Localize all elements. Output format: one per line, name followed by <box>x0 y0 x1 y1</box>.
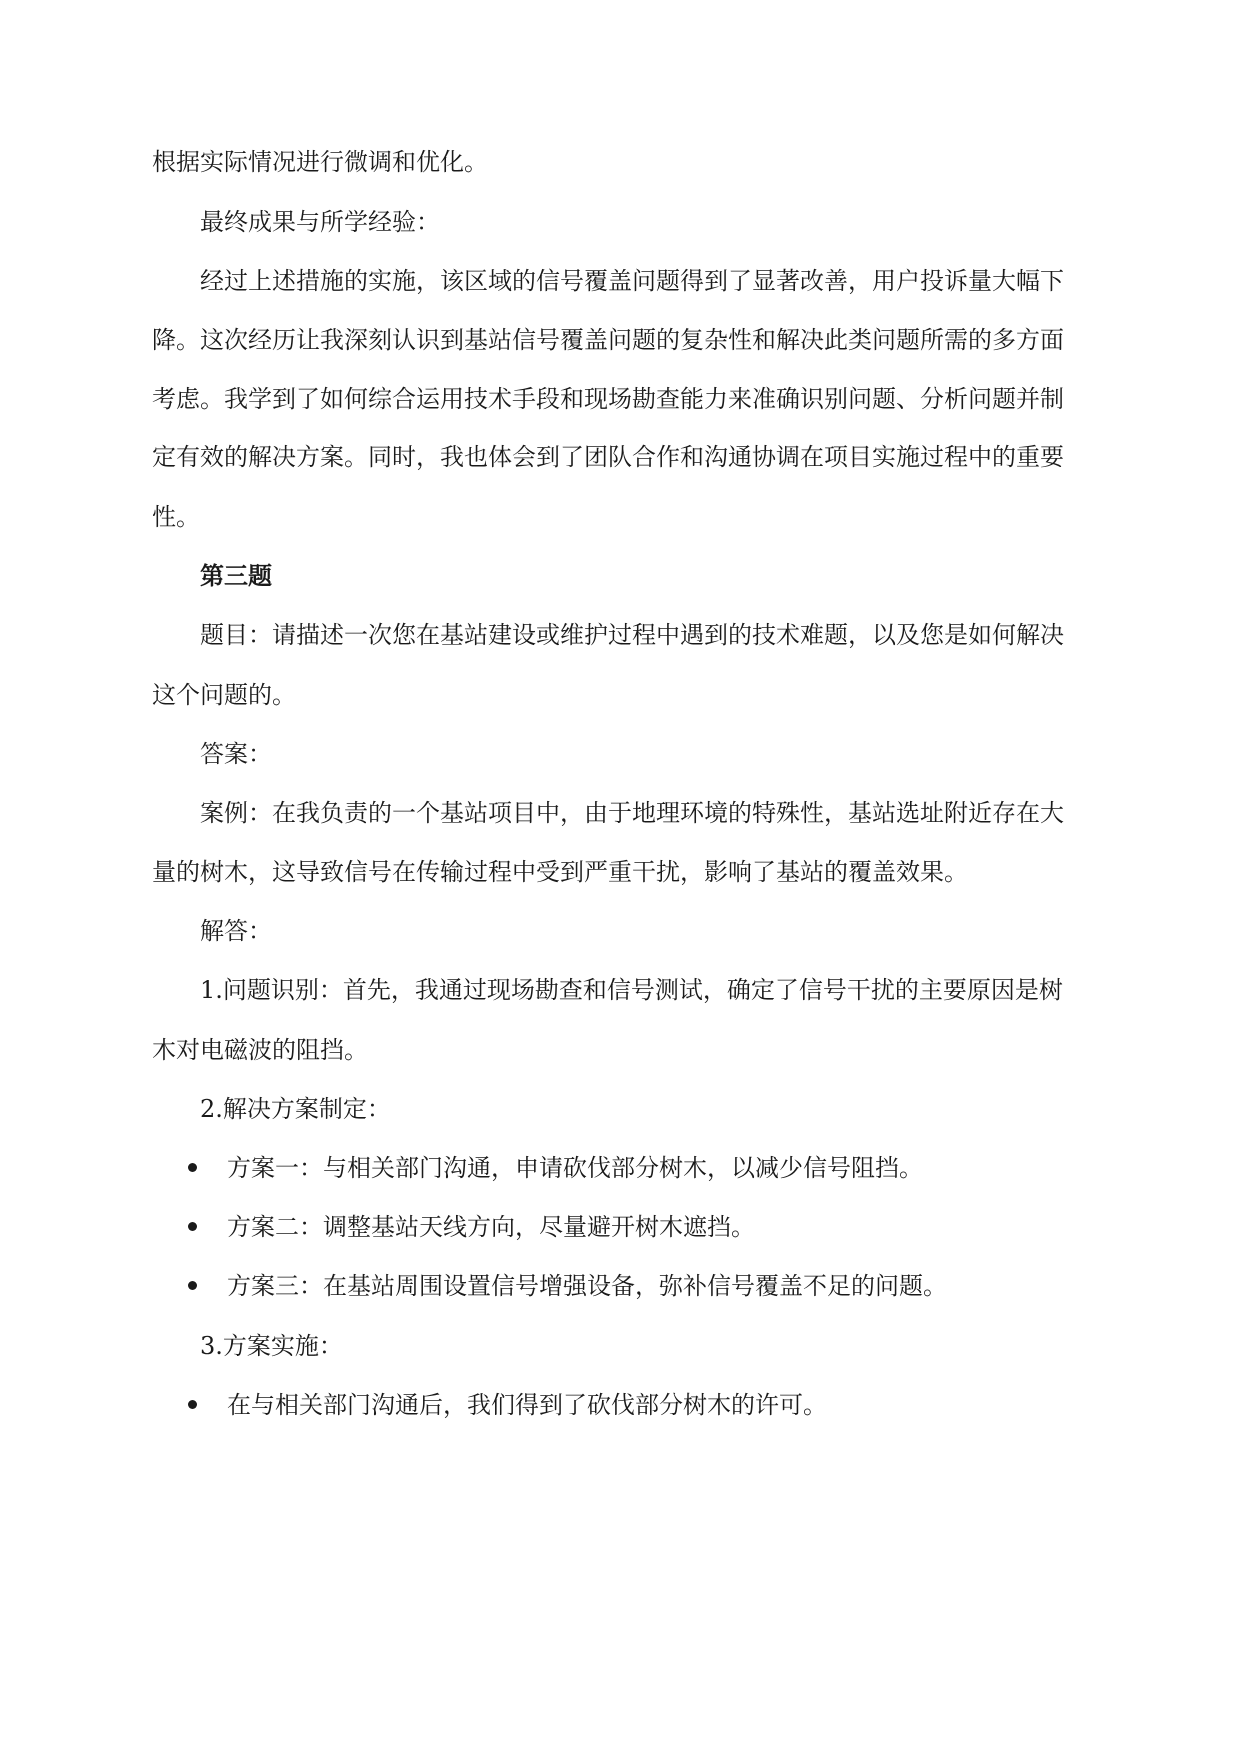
paragraph-line: 根据实际情况进行微调和优化。 <box>152 148 488 176</box>
bullet-text: 方案一：与相关部门沟通，申请砍伐部分树木，以减少信号阻挡。 <box>227 1154 923 1182</box>
bullet-item <box>188 1153 1092 1183</box>
paragraph-line: 定有效的解决方案。同时，我也体会到了团队合作和沟通协调在项目实施过程中的重要 <box>152 443 1064 471</box>
question-line: 这个问题的。 <box>152 681 296 709</box>
step-line: 1.问题识别：首先，我通过现场勘查和信号测试，确定了信号干扰的主要原因是树 <box>200 976 1063 1004</box>
answer-label: 答案： <box>200 740 272 768</box>
step-line: 木对电磁波的阻挡。 <box>152 1036 368 1064</box>
bullet-icon <box>188 1400 197 1409</box>
step-line: 3.方案实施： <box>200 1332 343 1360</box>
bullet-icon <box>188 1222 197 1231</box>
paragraph-line: 性。 <box>152 503 200 531</box>
bullet-item <box>188 1390 1092 1420</box>
bullet-text: 方案三：在基站周围设置信号增强设备，弥补信号覆盖不足的问题。 <box>227 1272 947 1300</box>
bullet-text: 在与相关部门沟通后，我们得到了砍伐部分树木的许可。 <box>227 1391 827 1419</box>
section-label: 最终成果与所学经验： <box>200 208 440 236</box>
bullet-item <box>188 1271 1092 1301</box>
bullet-icon <box>188 1163 197 1172</box>
bullet-item <box>188 1212 1092 1242</box>
bullet-icon <box>188 1281 197 1290</box>
paragraph-line: 经过上述措施的实施，该区域的信号覆盖问题得到了显著改善，用户投诉量大幅下 <box>200 267 1064 295</box>
paragraph-line: 降。这次经历让我深刻认识到基站信号覆盖问题的复杂性和解决此类问题所需的多方面 <box>152 326 1064 354</box>
bullet-text: 方案二：调整基站天线方向，尽量避开树木遮挡。 <box>227 1213 755 1241</box>
question-line: 题目：请描述一次您在基站建设或维护过程中遇到的技术难题，以及您是如何解决 <box>200 621 1064 649</box>
section-heading: 第三题 <box>200 561 272 590</box>
paragraph-line: 考虑。我学到了如何综合运用技术手段和现场勘查能力来准确识别问题、分析问题并制 <box>152 385 1064 413</box>
case-line: 量的树木，这导致信号在传输过程中受到严重干扰，影响了基站的覆盖效果。 <box>152 858 968 886</box>
solution-label: 解答： <box>200 917 272 945</box>
case-line: 案例：在我负责的一个基站项目中，由于地理环境的特殊性，基站选址附近存在大 <box>200 799 1064 827</box>
step-line: 2.解决方案制定： <box>200 1095 391 1123</box>
